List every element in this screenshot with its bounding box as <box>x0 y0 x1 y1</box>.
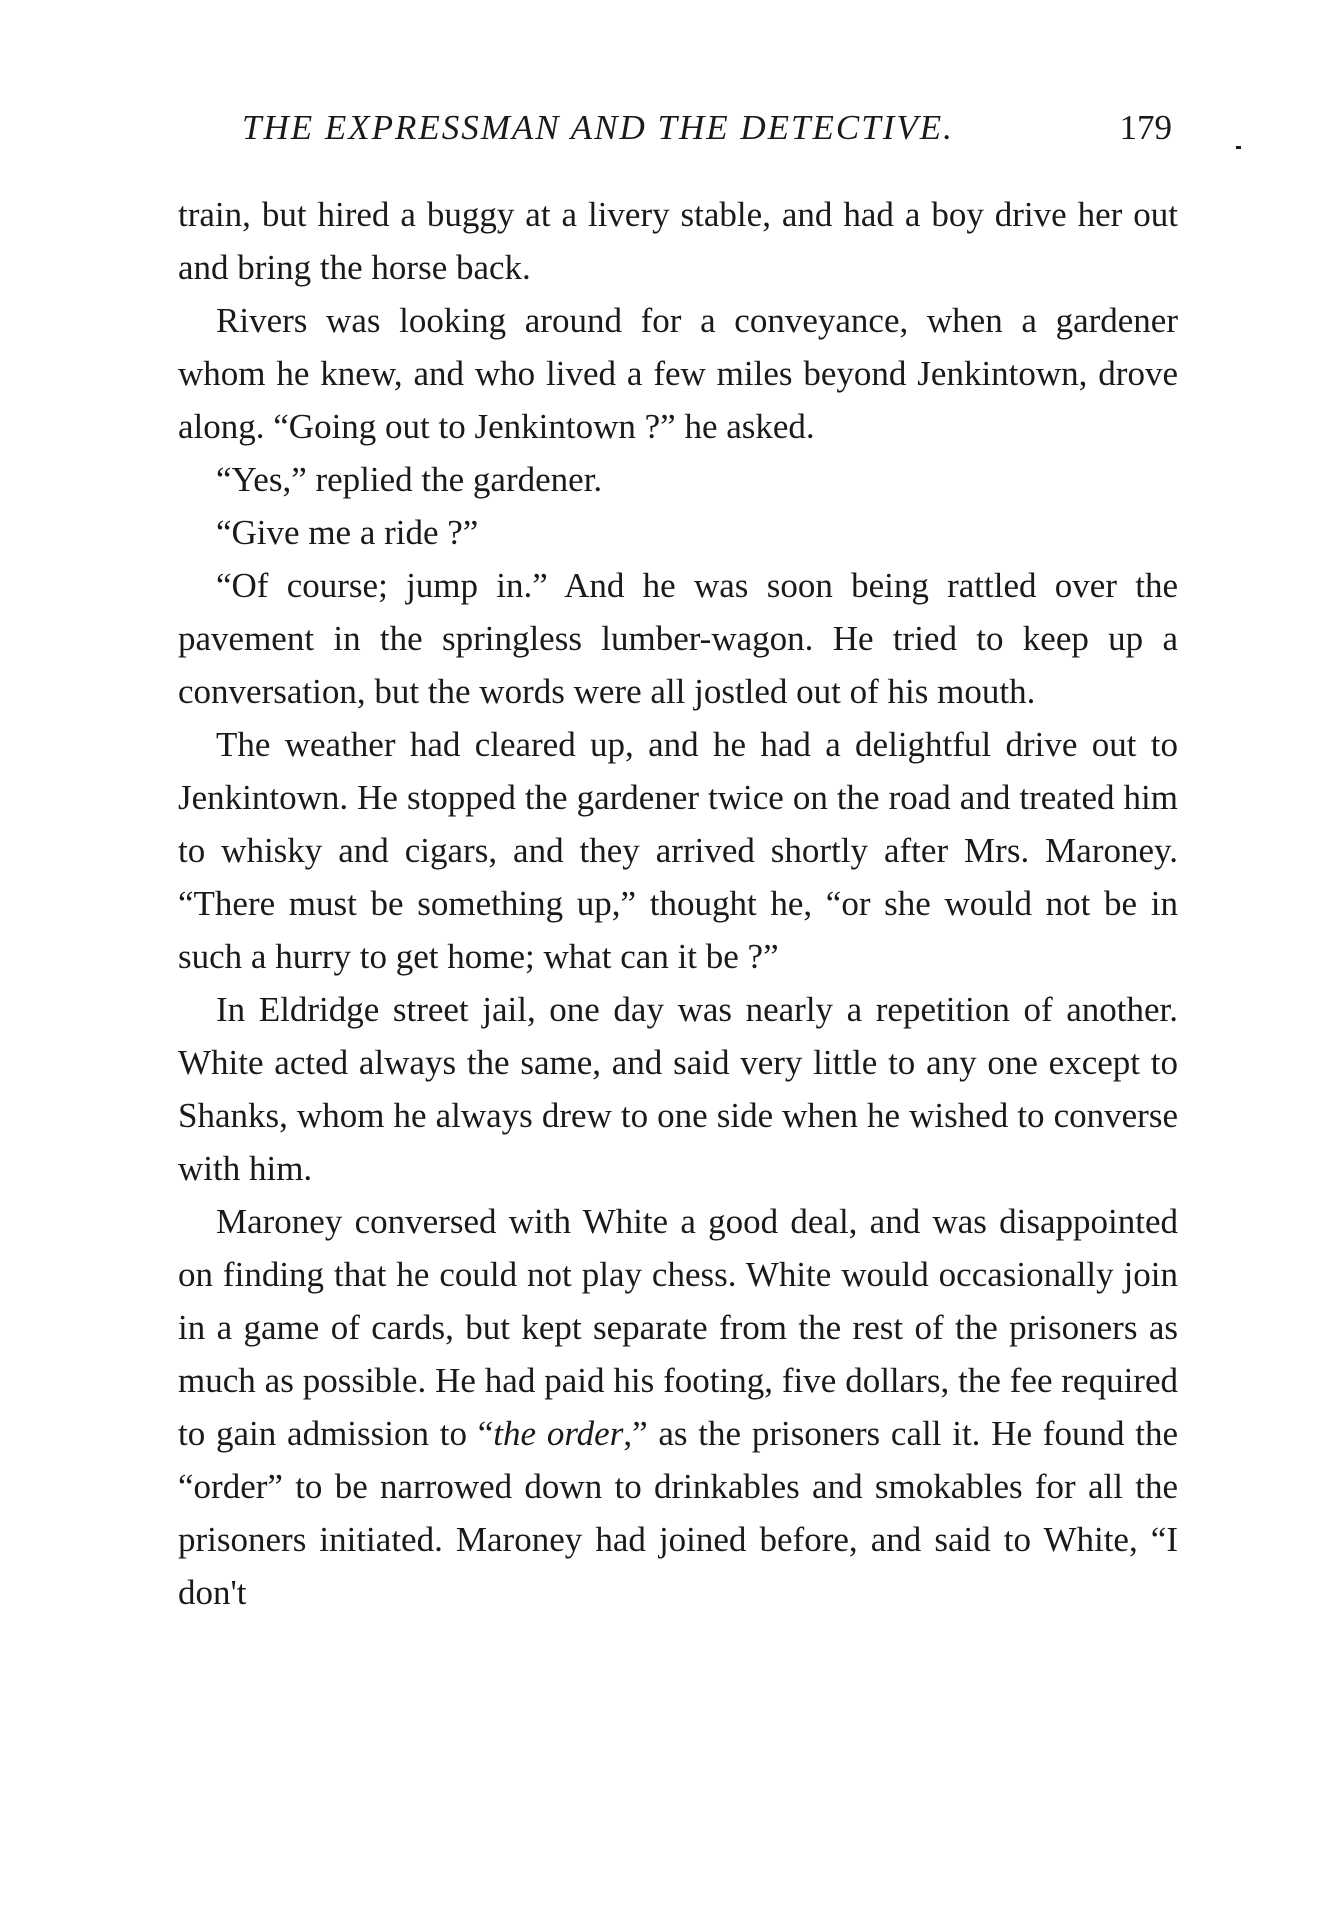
running-header <box>242 108 1182 156</box>
print-speck <box>1236 146 1241 149</box>
body-text <box>178 188 1178 1619</box>
running-title: THE EXPRESSMAN AND THE DETECTIVE. <box>242 108 954 147</box>
paragraph: “Of course; jump in.” And he was soon being rattled over the pavement in the springless lumber-wagon. He tried to keep up a conversation, but the words were all jostled out of his mouth. <box>178 566 1178 711</box>
paragraph: In Eldridge street jail, one day was nearly a repetition of another. White acted always the same, and said very little to any one except to Shanks, whom he always drew to one side when he wished to converse with him. <box>178 990 1178 1188</box>
page-number: 179 <box>1119 108 1172 147</box>
paragraph: Rivers was looking around for a conveyance, when a gardener whom he knew, and who lived a few miles beyond Jenkintown, drove along. “Going out to Jenkintown ?” he asked. <box>178 301 1178 446</box>
paragraph-continued: train, but hired a buggy at a livery stable, and had a boy drive her out and bring the horse back. <box>178 195 1178 287</box>
emphasized-text: the order <box>493 1414 624 1453</box>
paragraph-text: ,” as the prisoners call it. He found the “order” to be narrowed down to drinkables and smokables for all the prisoners initiated. Maroney had joined before, and said to White, “I don't <box>178 1414 1178 1612</box>
paragraph <box>178 1195 1178 1619</box>
paragraph: The weather had cleared up, and he had a delightful drive out to Jenkintown. He stopped the gardener twice on the road and treated him to whisky and cigars, and they arrived shortly after Mrs. Maroney. “There must be something up,” thought he, “or she would not be in such a hurry to get home; what can it be ?” <box>178 725 1178 976</box>
paragraph: “Yes,” replied the gardener. <box>216 460 603 499</box>
paragraph-text: Maroney conversed with White a good deal, and was disappointed on finding that he could not play chess. White would occasionally join in a game of cards, but kept separate from the rest of the prisoners as much as possible. He had paid his footing, five dollars, the fee required to gain admission to “ <box>178 1202 1178 1453</box>
paragraph: “Give me a ride ?” <box>216 513 479 552</box>
